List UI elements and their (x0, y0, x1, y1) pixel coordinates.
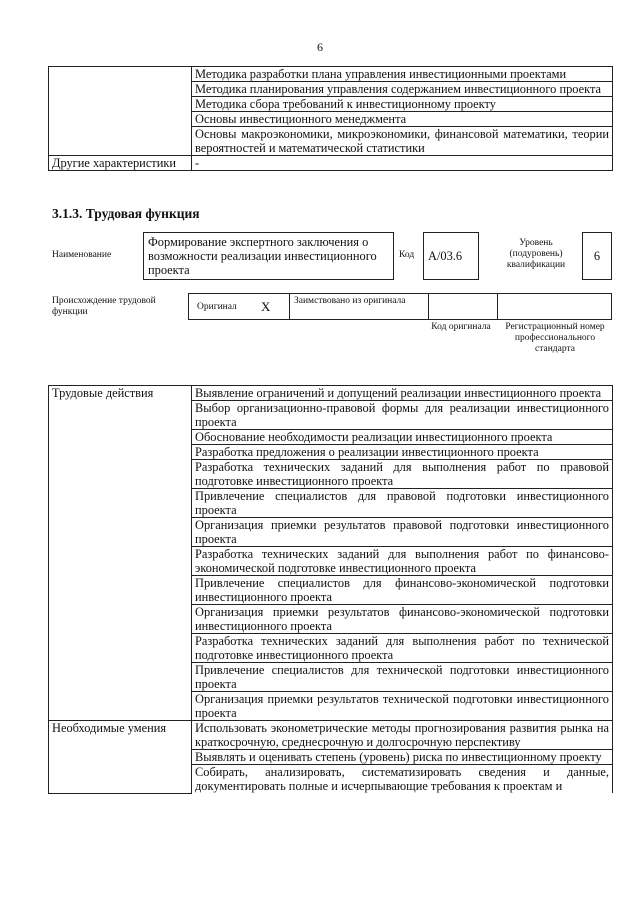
original-label: Оригинал (197, 302, 237, 312)
name-text: Формирование экспертного заключения о возможности реализации инвестиционного проекта (148, 235, 377, 277)
level-label: Уровень (подуровень) квалификации (506, 238, 566, 270)
group-label: Необходимые умения (49, 721, 192, 794)
table-cell: Выявление ограничений и допущений реализации инвестиционного проекта (192, 386, 613, 401)
table-cell: Собирать, анализировать, систематизировать сведения и данные, документировать полные и исчерпывающие требования к проектам и (192, 765, 613, 794)
table-cell: Организация приемки результатов финансово-экономической подготовки инвестиционного проекта (192, 605, 613, 634)
reg-caption: Регистрационный номер профессионального стандарта (505, 322, 605, 354)
code-value (423, 232, 479, 280)
code-caption: Код оригинала (431, 322, 491, 332)
table-row (49, 721, 613, 750)
row-value: Методика разработки плана управления инвестиционными проектами (192, 67, 613, 82)
origin-borrowed-box (289, 293, 429, 320)
borrowed-label: Заимствовано из оригинала (294, 296, 406, 306)
origin-code-box (428, 293, 498, 320)
row-label (49, 67, 192, 156)
row-value: Основы инвестиционного менеджмента (192, 112, 613, 127)
table-cell: Привлечение специалистов для правовой подготовки инвестиционного проекта (192, 489, 613, 518)
row-value: - (192, 156, 613, 171)
table-cell: Разработка технических заданий для выполнения работ по финансово-экономической подготовке инвестиционного проекта (192, 547, 613, 576)
original-mark: X (261, 299, 271, 314)
table-cell: Обоснование необходимости реализации инвестиционного проекта (192, 430, 613, 445)
table-cell: Разработка технических заданий для выполнения работ по правовой подготовке инвестиционного проекта (192, 460, 613, 489)
table-cell: Выбор организационно-правовой формы для реализации инвестиционного проекта (192, 401, 613, 430)
table-row (49, 156, 613, 171)
row-value: Основы макроэкономики, микроэкономики, финансовой математики, теории вероятностей и математической статистики (192, 127, 613, 156)
origin-reg-box (497, 293, 612, 320)
group-label: Трудовые действия (49, 386, 192, 721)
origin-original-box (188, 293, 290, 320)
top-table (48, 66, 613, 171)
name-value (143, 232, 394, 280)
table-cell: Организация приемки результатов технической подготовки инвестиционного проекта (192, 692, 613, 721)
section-title: 3.1.3. Трудовая функция (52, 206, 200, 221)
page-number: 6 (317, 40, 323, 54)
table-cell: Разработка предложения о реализации инвестиционного проекта (192, 445, 613, 460)
table-cell: Выявлять и оценивать степень (уровень) риска по инвестиционному проекту (192, 750, 613, 765)
row-value: Методика сбора требований к инвестиционному проекту (192, 97, 613, 112)
table-cell: Организация приемки результатов правовой подготовки инвестиционного проекта (192, 518, 613, 547)
row-label: Другие характеристики (49, 156, 192, 171)
origin-label: Происхождение трудовой функции (52, 296, 156, 317)
code-label: Код (399, 250, 415, 260)
table-cell: Привлечение специалистов для технической подготовки инвестиционного проекта (192, 663, 613, 692)
table-cell: Использовать эконометрические методы прогнозирования развития рынка на краткосрочную, среднесрочную и долгосрочную перспективу (192, 721, 613, 750)
main-table (48, 385, 613, 794)
table-cell: Привлечение специалистов для финансово-экономической подготовки инвестиционного проекта (192, 576, 613, 605)
level-text: 6 (593, 249, 601, 263)
table-row (49, 67, 613, 82)
table-row (49, 386, 613, 401)
code-text: А/03.6 (428, 249, 463, 263)
table-cell: Разработка технических заданий для выполнения работ по технической подготовке инвестиционного проекта (192, 634, 613, 663)
name-label: Наименование (52, 250, 112, 260)
row-value: Методика планирования управления содержанием инвестиционного проекта (192, 82, 613, 97)
level-value (582, 232, 612, 280)
